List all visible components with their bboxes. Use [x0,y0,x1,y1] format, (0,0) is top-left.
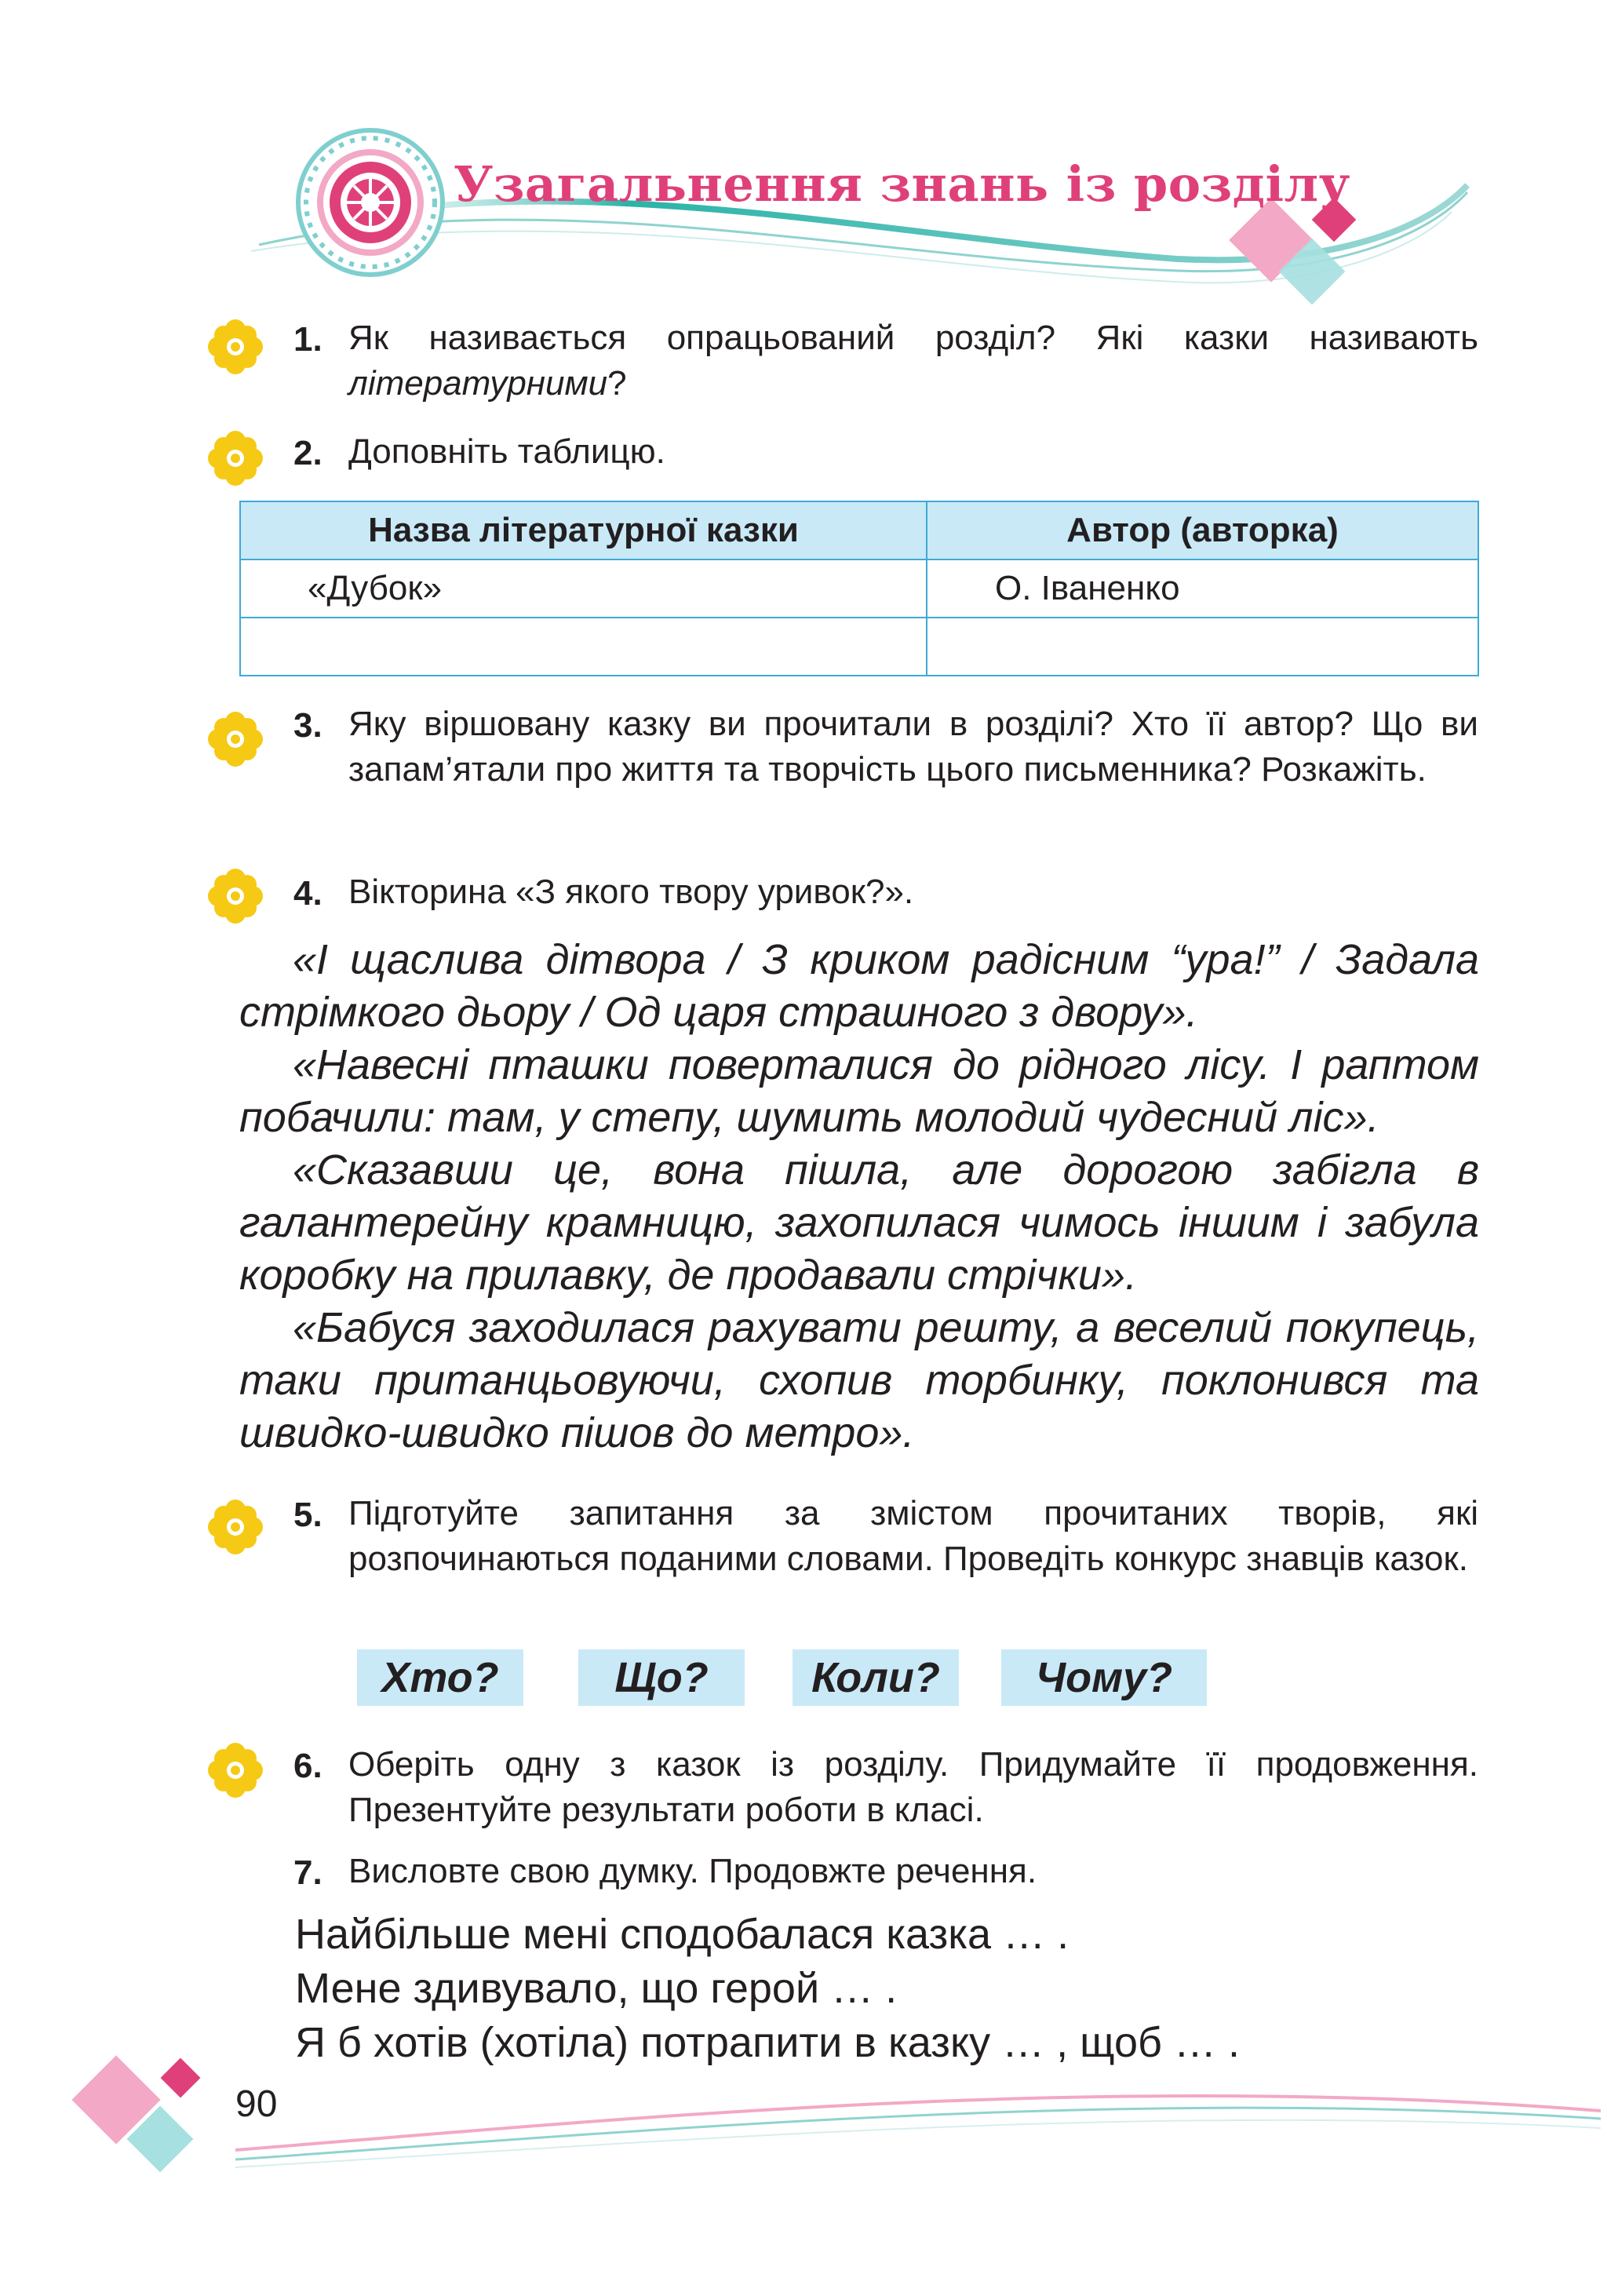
page-number: 90 [235,2083,278,2125]
table-header-author: Автор (авторка) [927,501,1478,559]
sentence-starter: Найбільше мені сподобалася казка … . [295,1911,1070,1958]
task-7-text: Висловте свою думку. Продовжте речення. [348,1852,1037,1890]
task-1-text: Як називається опрацьований розділ? Які казки називають літературними? [348,319,1478,403]
question-word-why: Чому? [1001,1649,1207,1706]
task-5-text: Підготуйте запитання за змістом прочитаних творів, які розпочинаються поданими словами. Проведіть конкурс знавців казок. [348,1494,1478,1578]
task-2-number: 2. [293,434,322,472]
task-2-text: Доповніть таблицю. [348,432,665,471]
quote: «Навесні пташки поверталися до рідного лісу. І раптом побачили: там, у степу, шумить молодий чудесний ліс». [239,1041,1479,1141]
table-cell-author: О. Іваненко [927,559,1478,618]
fairy-tales-table [239,501,1479,676]
quote: «І щаслива дітвора / З криком радісним “ура!” / Задала стрімкого дьору / Од царя страшного з двору». [239,936,1479,1036]
flower-icon [204,708,267,771]
task-4-text: Вікторина «З якого твору уривок?». [348,873,914,911]
task-5-number: 5. [293,1496,322,1534]
task-7-number: 7. [293,1853,322,1892]
table-cell-title: «Дубок» [240,559,927,618]
question-word-what: Що? [578,1649,745,1706]
task-6-number: 6. [293,1747,322,1785]
flower-icon [204,865,267,928]
task-3-text: Яку віршовану казку ви прочитали в розділі? Хто її автор? Що ви запам’ятали про життя та творчість цього письменника? Розкажіть. [348,705,1478,789]
sentence-starter: Мене здивувало, що герой … . [295,1965,898,2012]
task-4-number: 4. [293,874,322,913]
sentence-starter: Я б хотів (хотіла) потрапити в казку … , щоб … . [295,2019,1240,2066]
quote: «Бабуся заходилася рахувати решту, а веселий покупець, таки пританцьовуючи, схопив торбинку, поклонився та швидко-швидко пішов до метро». [239,1304,1479,1456]
page-title: Узагальнення знань із розділу [454,155,1350,213]
flower-icon [204,1739,267,1802]
quote: «Сказавши це, вона пішла, але дорогою забігла в галантерейну крамницю, захопилася чимось іншим і забула коробку на прилавку, де продавали стрічки». [239,1146,1479,1299]
table-cell-empty[interactable] [927,618,1478,676]
task-1-number: 1. [293,320,322,359]
quiz-quotes [239,934,1479,1460]
table-header-title: Назва літературної казки [240,501,927,559]
flower-icon [204,1496,267,1558]
table-row [240,559,1478,618]
table-cell-empty[interactable] [240,618,927,676]
table-row [240,618,1478,676]
chapter-medallion-icon [298,130,443,275]
flower-icon [204,315,267,378]
task-3-number: 3. [293,706,322,745]
question-word-when: Коли? [793,1649,959,1706]
question-word-who: Хто? [357,1649,523,1706]
diamond-decoration-icon [71,2055,200,2172]
task-6-text: Оберіть одну з казок із розділу. Придумайте її продовження. Презентуйте результати роботи в класі. [348,1745,1478,1829]
flower-icon [204,427,267,490]
